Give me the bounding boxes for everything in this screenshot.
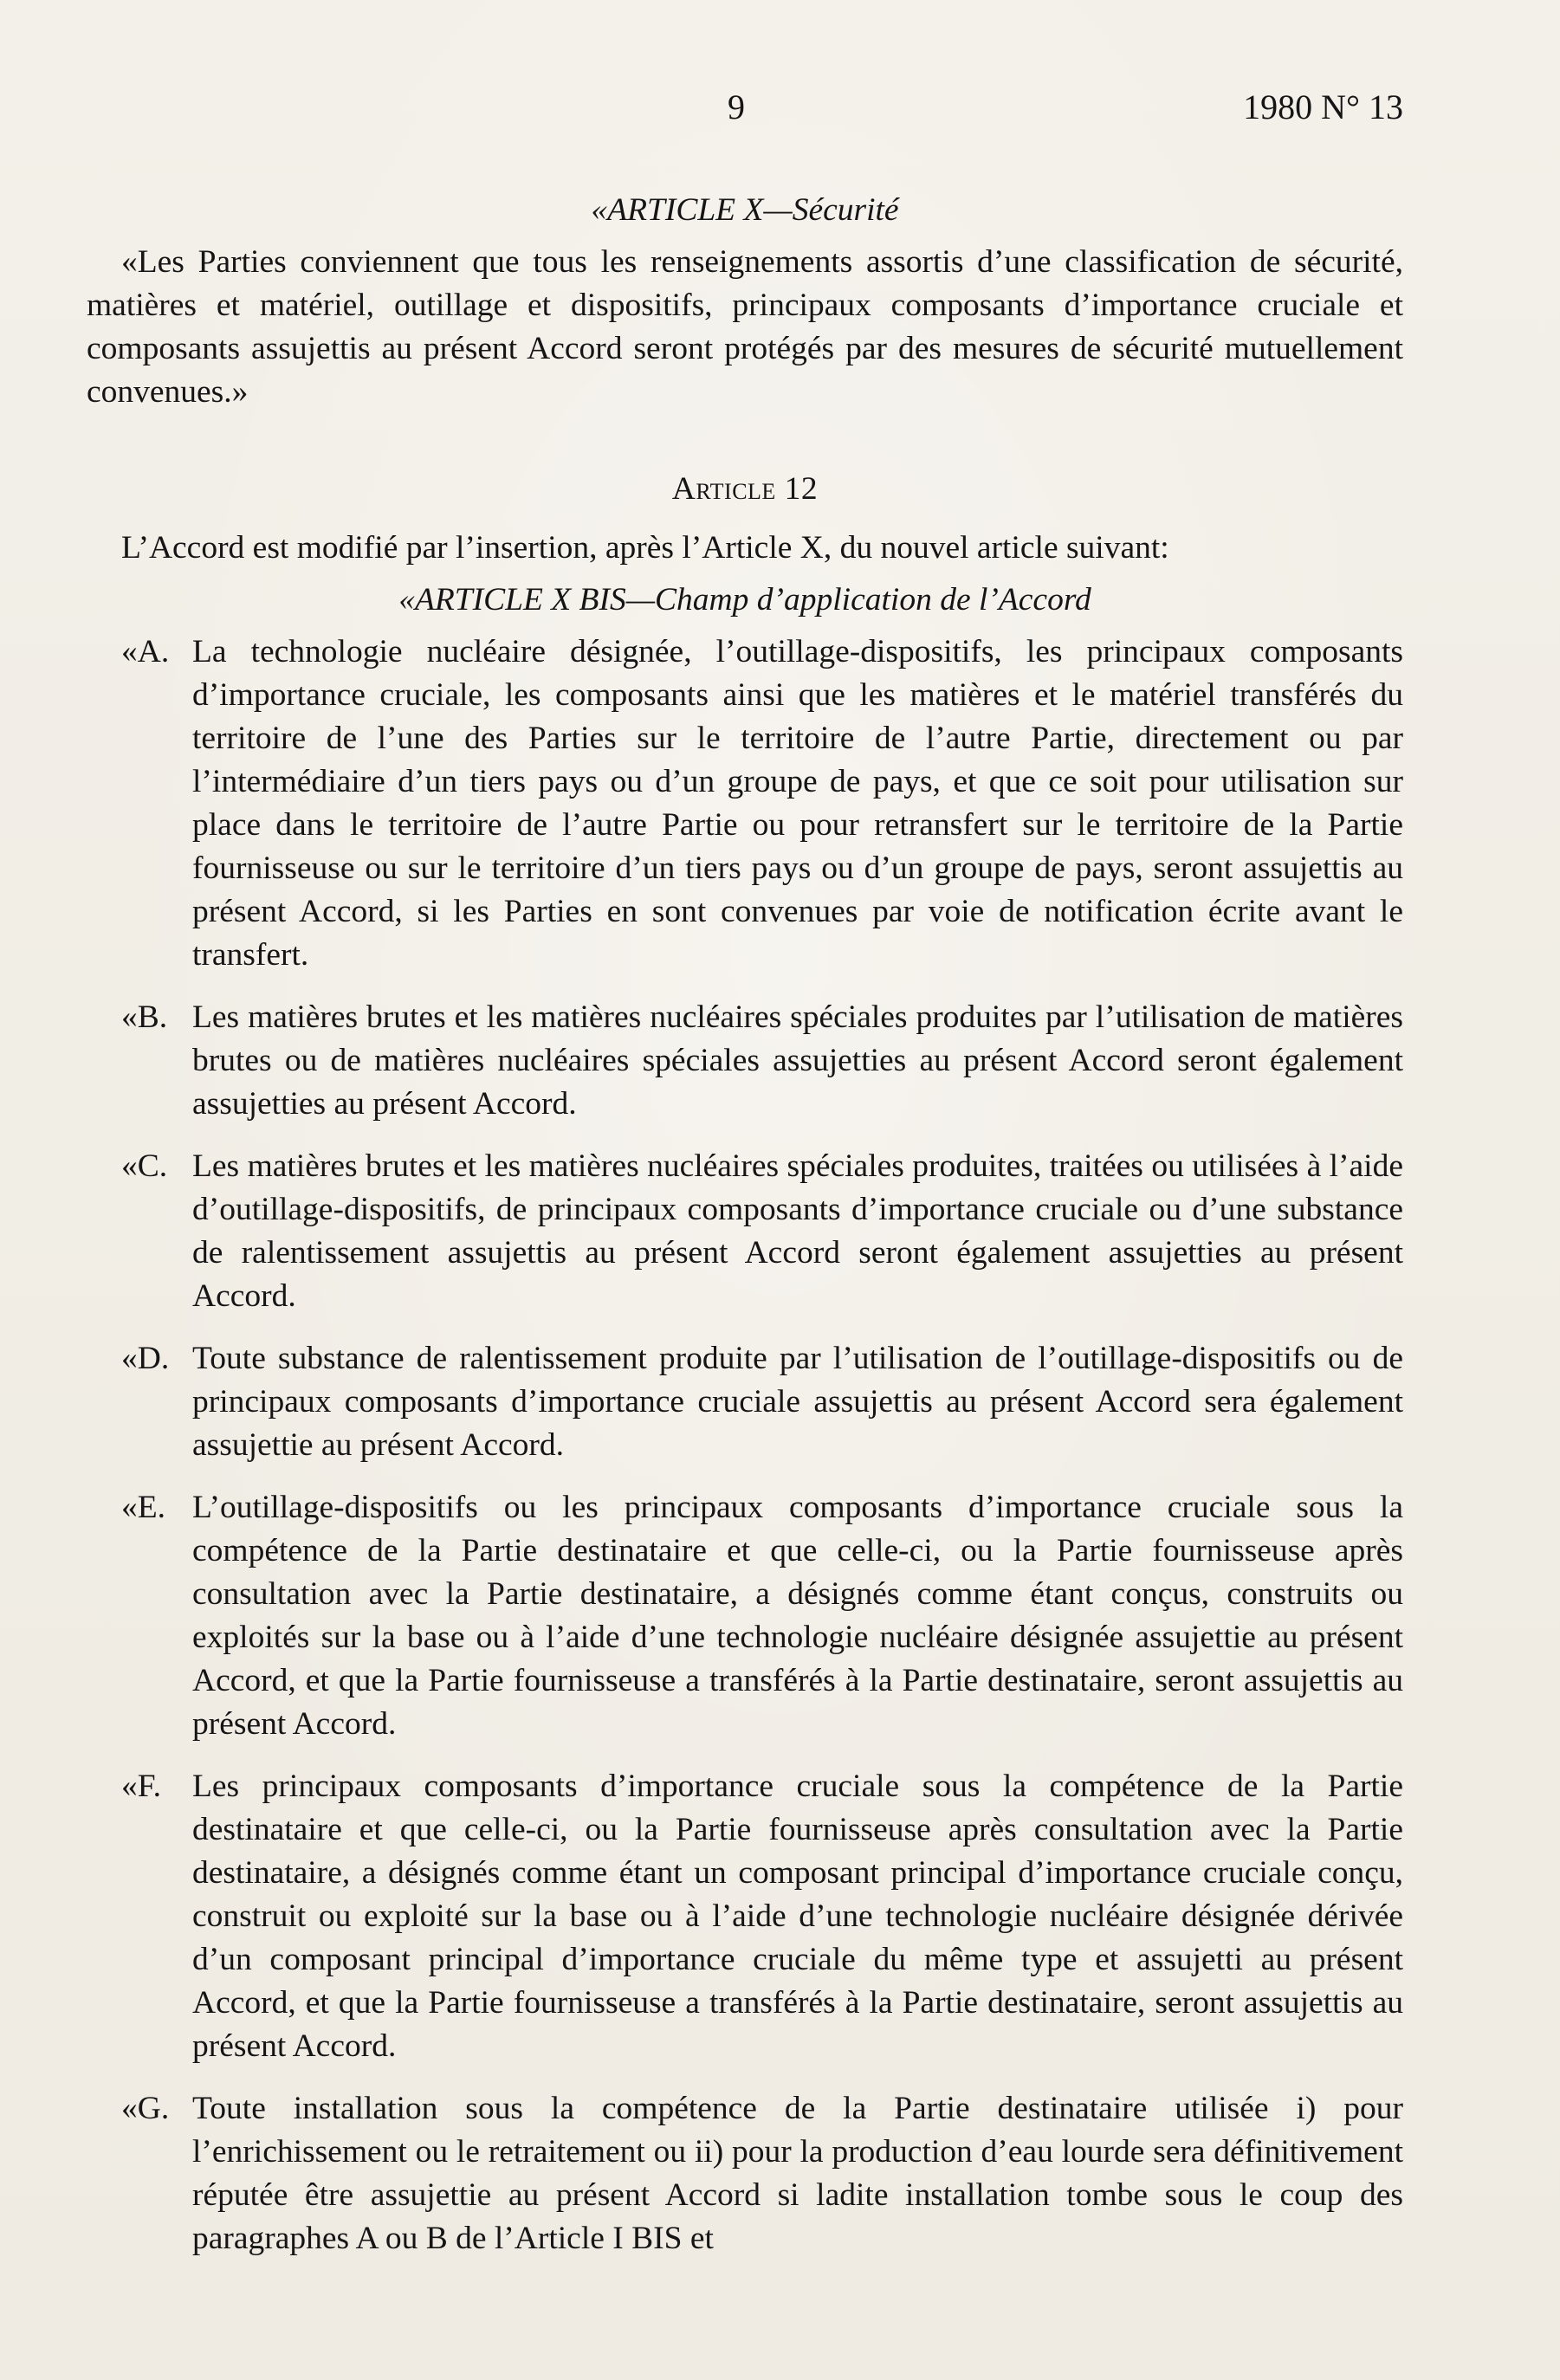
page-content bbox=[87, 189, 1403, 2280]
page-number: 9 bbox=[728, 87, 745, 126]
paragraph-text: Toute installation sous la compétence de la Partie destinataire utilisée i) pour l’enrichissement ou le retraitement ou ii) pour la production d’eau lourde sera définitivement réputée être assujettie au présent Accord si ladite installation tombe sous le coup des paragraphes A ou B de l’Article I BIS et bbox=[192, 2091, 1403, 2256]
paragraph-text: La technologie nucléaire désignée, l’outillage-dispositifs, les principaux composants d’importance cruciale, les composants ainsi que les matières et le matériel transférés du territoire de l’une des Parties sur le territoire de l’autre Partie, directement ou par l’intermédiaire d’un tiers pays ou d’un groupe de pays, et que ce soit pour utilisation sur place dans le territoire de l’autre Partie ou pour retransfert sur le territoire de la Partie fournisseuse ou sur le territoire d’un tiers pays ou d’un groupe de pays, seront assujettis au présent Accord, si les Parties en sont convenues par voie de notification écrite avant le transfert. bbox=[192, 634, 1403, 973]
paragraph-b bbox=[87, 996, 1403, 1126]
article-12-heading: Article 12 bbox=[671, 471, 819, 507]
paragraph-label: «F. bbox=[121, 1769, 161, 1804]
paragraph-text: Les matières brutes et les matières nucléaires spéciales produites par l’utilisation de matières brutes ou de matières nucléaires spéciales assujetties au présent Accord seront également assujetties au présent Accord. bbox=[192, 999, 1403, 1122]
paragraph-f bbox=[87, 1765, 1403, 2068]
paragraph-c bbox=[87, 1145, 1403, 1318]
paragraph-text: Toute substance de ralentissement produite par l’utilisation de l’outillage-dispositifs ou de principaux composants d’importance cruciale assujettis au présent Accord sera également assujettie au présent Accord. bbox=[192, 1341, 1403, 1463]
paragraph-label: «B. bbox=[121, 999, 168, 1035]
article-x-bis-heading: «ARTICLE X BIS—Champ d’application de l’Accord bbox=[398, 582, 1091, 618]
paragraph-label: «E. bbox=[121, 1490, 166, 1525]
paragraph-a bbox=[87, 631, 1403, 977]
document-reference: 1980 N° 13 bbox=[1243, 87, 1403, 126]
article-12-intro: L’Accord est modifié par l’insertion, après l’Article X, du nouvel article suivant: bbox=[121, 530, 1169, 566]
paragraph-text: Les matières brutes et les matières nucléaires spéciales produites, traitées ou utilisées à l’aide d’outillage-dispositifs, de principaux composants d’importance cruciale ou d’une substance de ralentissement assujettis au présent Accord seront également assujetties au présent Accord. bbox=[192, 1148, 1403, 1314]
paragraph-d bbox=[87, 1337, 1403, 1467]
paragraph-text: Les principaux composants d’importance cruciale sous la compétence de la Partie destinataire et que celle-ci, ou la Partie fournisseuse après consultation avec la Partie destinataire, a désignés comme étant un composant principal d’importance cruciale conçu, construit ou exploité sur la base ou à l’aide d’une technologie nucléaire désignée dérivée d’un composant principal d’importance cruciale du même type et assujetti au présent Accord, et que la Partie fournisseuse a transférés à la Partie destinataire, seront assujettis au présent Accord. bbox=[192, 1769, 1403, 2064]
paragraph-label: «G. bbox=[121, 2091, 170, 2126]
paragraph-g bbox=[87, 2087, 1403, 2260]
article-x-heading: «ARTICLE X—Sécurité bbox=[591, 192, 899, 228]
paragraph-label: «C. bbox=[121, 1148, 168, 1184]
paragraph-e bbox=[87, 1486, 1403, 1746]
paragraph-text: L’outillage-dispositifs ou les principaux composants d’importance cruciale sous la compétence de la Partie destinataire et que celle-ci, ou la Partie fournisseuse après consultation avec la Partie destinataire, a désignés comme étant conçus, construits ou exploités sur la base ou à l’aide d’une technologie nucléaire désignée assujettie au présent Accord, et que la Partie fournisseuse a transférés à la Partie destinataire, seront assujettis au présent Accord. bbox=[192, 1490, 1403, 1742]
paragraph-label: «A. bbox=[121, 634, 170, 669]
article-x-text: «Les Parties conviennent que tous les renseignements assortis d’une classification de sécurité, matières et matériel, outillage et dispositifs, principaux composants d’importance cruciale et composants assujettis au présent Accord seront protégés par des mesures de sécurité mutuellement convenues.» bbox=[87, 244, 1403, 410]
paragraph-label: «D. bbox=[121, 1341, 170, 1376]
page-header bbox=[87, 87, 1403, 139]
